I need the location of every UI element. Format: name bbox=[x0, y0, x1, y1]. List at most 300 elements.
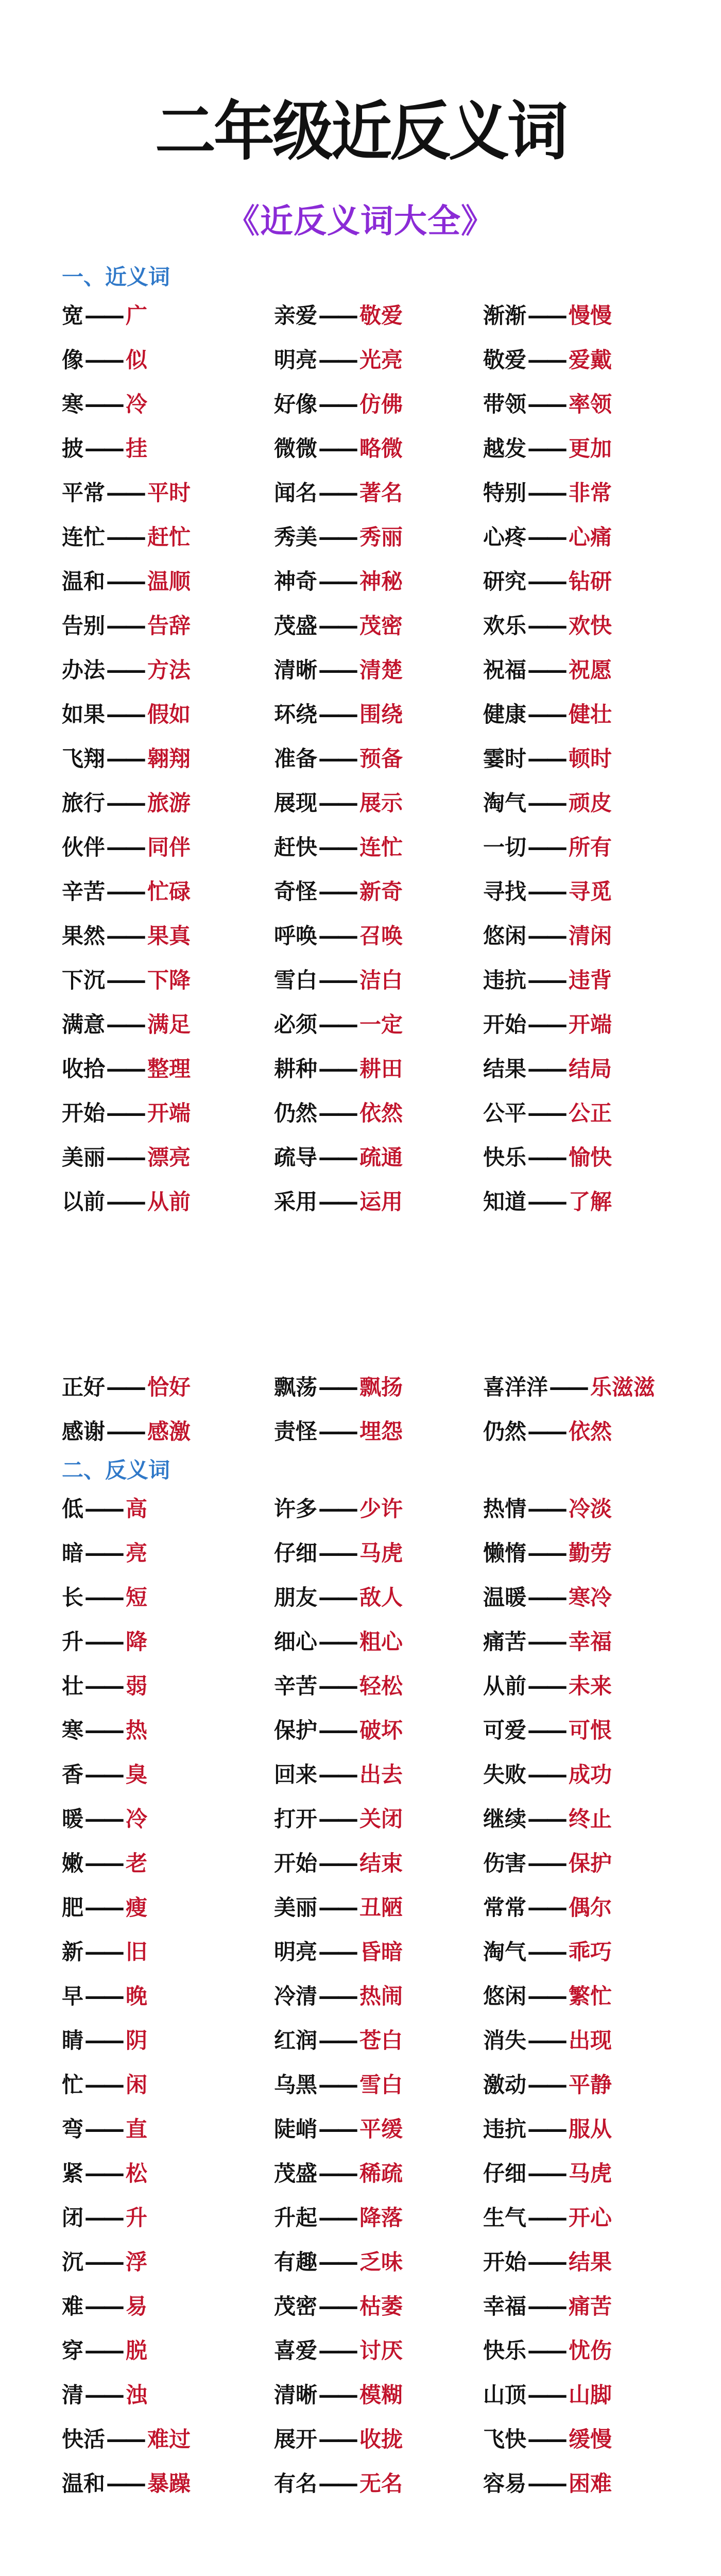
word-pair bbox=[62, 1575, 147, 1620]
dash-separator: —— bbox=[527, 392, 565, 417]
word-pair bbox=[62, 825, 191, 870]
word-pair bbox=[274, 1136, 403, 1180]
dash-separator: —— bbox=[527, 702, 565, 727]
word: 美丽 bbox=[62, 1145, 106, 1170]
page-subtitle: 《近反义词大全》 bbox=[227, 202, 494, 241]
word: 壮 bbox=[62, 1673, 84, 1699]
word-pair-row bbox=[62, 1708, 680, 1753]
word-pair bbox=[62, 338, 147, 382]
paired-word: 亮 bbox=[126, 1540, 148, 1566]
word: 闭 bbox=[62, 2205, 84, 2230]
word-pair bbox=[483, 1047, 612, 1091]
word-pair bbox=[483, 1620, 612, 1664]
word: 以前 bbox=[62, 1189, 106, 1214]
dash-separator: —— bbox=[84, 2205, 122, 2230]
word-pair-row bbox=[62, 958, 680, 1003]
dash-separator: —— bbox=[527, 1189, 565, 1214]
dash-separator: —— bbox=[318, 1806, 356, 1832]
paired-word: 直 bbox=[126, 2116, 148, 2142]
word-pair bbox=[62, 781, 191, 825]
word-pair bbox=[274, 1047, 403, 1091]
dash-separator: —— bbox=[527, 2294, 565, 2319]
word-pair bbox=[62, 1003, 191, 1047]
word-pair-row bbox=[62, 1003, 680, 1047]
paired-word: 模糊 bbox=[359, 2382, 403, 2408]
dash-separator: —— bbox=[318, 923, 356, 948]
dash-separator: —— bbox=[106, 790, 144, 816]
word-pair bbox=[274, 427, 403, 471]
word-pair bbox=[274, 2107, 403, 2151]
word: 飞快 bbox=[483, 2427, 527, 2452]
word: 像 bbox=[62, 347, 84, 372]
word-pair bbox=[274, 1708, 403, 1753]
paired-word: 旅游 bbox=[147, 790, 191, 816]
word-pair bbox=[274, 825, 403, 870]
paired-word: 飘扬 bbox=[359, 1375, 403, 1400]
word-pair bbox=[483, 1797, 612, 1841]
paired-word: 出现 bbox=[569, 2028, 612, 2053]
dash-separator: —— bbox=[84, 1585, 122, 1610]
word-pair bbox=[62, 1136, 191, 1180]
word: 淘气 bbox=[483, 1939, 527, 1964]
word-pair-row bbox=[62, 1797, 680, 1841]
paired-word: 暴躁 bbox=[147, 2471, 191, 2496]
paired-word: 所有 bbox=[569, 835, 612, 860]
word-pair bbox=[274, 1930, 403, 1974]
word: 嫩 bbox=[62, 1851, 84, 1876]
dash-separator: —— bbox=[527, 1895, 565, 1920]
paired-word: 枯萎 bbox=[359, 2294, 403, 2319]
dash-separator: —— bbox=[527, 1419, 565, 1444]
dash-separator: —— bbox=[318, 524, 356, 550]
dash-separator: —— bbox=[527, 2338, 565, 2363]
dash-separator: —— bbox=[84, 1629, 122, 1654]
word-pair bbox=[483, 781, 612, 825]
word: 快活 bbox=[62, 2427, 106, 2452]
word: 温暖 bbox=[483, 1585, 527, 1610]
dash-separator: —— bbox=[318, 2072, 356, 2097]
word: 长 bbox=[62, 1585, 84, 1610]
word: 好像 bbox=[274, 392, 318, 417]
paired-word: 健壮 bbox=[569, 702, 612, 727]
dash-separator: —— bbox=[527, 2161, 565, 2186]
paired-word: 轻松 bbox=[359, 1673, 403, 1699]
section-heading-synonyms: 一、近义词 bbox=[62, 264, 170, 290]
paired-word: 苍白 bbox=[359, 2028, 403, 2053]
dash-separator: —— bbox=[84, 1718, 122, 1743]
word: 朋友 bbox=[274, 1585, 318, 1610]
word: 悠闲 bbox=[483, 923, 527, 948]
word-pair bbox=[483, 648, 612, 692]
paired-word: 假如 bbox=[147, 702, 191, 727]
dash-separator: —— bbox=[527, 2427, 565, 2452]
dash-separator: —— bbox=[318, 2338, 356, 2363]
dash-separator: —— bbox=[527, 436, 565, 461]
dash-separator: —— bbox=[318, 2382, 356, 2408]
dash-separator: —— bbox=[318, 1375, 356, 1400]
dash-separator: —— bbox=[527, 1673, 565, 1699]
dash-separator: —— bbox=[527, 923, 565, 948]
word-pair bbox=[62, 1797, 147, 1841]
word-pair bbox=[483, 1136, 612, 1180]
paired-word: 松 bbox=[126, 2161, 148, 2186]
dash-separator: —— bbox=[84, 1762, 122, 1787]
word-pair bbox=[274, 2329, 403, 2373]
word-pair bbox=[62, 1410, 191, 1454]
dash-separator: —— bbox=[527, 1629, 565, 1654]
word-pair bbox=[274, 382, 403, 427]
paired-word: 老 bbox=[126, 1851, 148, 1876]
word-pair-row bbox=[62, 1091, 680, 1136]
word-pair bbox=[274, 2373, 403, 2417]
paired-word: 钻研 bbox=[569, 569, 612, 594]
word-pair-row bbox=[62, 781, 680, 825]
paired-word: 结局 bbox=[569, 1056, 612, 1081]
word-pair-row bbox=[62, 2019, 680, 2063]
paired-word: 违背 bbox=[569, 968, 612, 993]
paired-word: 忧伤 bbox=[569, 2338, 612, 2363]
word: 容易 bbox=[483, 2471, 527, 2496]
word: 寒 bbox=[62, 1718, 84, 1743]
paired-word: 慢慢 bbox=[569, 303, 612, 328]
word: 下沉 bbox=[62, 968, 106, 993]
paired-word: 展示 bbox=[359, 790, 403, 816]
dash-separator: —— bbox=[318, 303, 356, 328]
word-pair bbox=[62, 2240, 147, 2284]
word: 保护 bbox=[274, 1718, 318, 1743]
word-pair bbox=[274, 781, 403, 825]
dash-separator: —— bbox=[318, 2028, 356, 2053]
word-pair bbox=[274, 737, 403, 781]
word-pair-row bbox=[62, 338, 680, 382]
paired-word: 未来 bbox=[569, 1673, 612, 1699]
word-pair-row bbox=[62, 1365, 680, 1410]
paired-word: 脱 bbox=[126, 2338, 148, 2363]
word-pair bbox=[483, 1841, 612, 1886]
paired-word: 告辞 bbox=[147, 613, 191, 638]
word-pair bbox=[62, 2063, 147, 2107]
word: 越发 bbox=[483, 436, 527, 461]
dash-separator: —— bbox=[318, 1189, 356, 1214]
word: 许多 bbox=[274, 1496, 318, 1521]
word: 升起 bbox=[274, 2205, 318, 2230]
dash-separator: —— bbox=[106, 835, 144, 860]
word-pair bbox=[483, 1410, 612, 1454]
word-pair-row bbox=[62, 471, 680, 515]
dash-separator: —— bbox=[318, 2205, 356, 2230]
word: 结果 bbox=[483, 1056, 527, 1081]
dash-separator: —— bbox=[106, 968, 144, 993]
dash-separator: —— bbox=[527, 879, 565, 904]
word: 公平 bbox=[483, 1100, 527, 1126]
word: 细心 bbox=[274, 1629, 318, 1654]
word-pair-row bbox=[62, 1974, 680, 2019]
word: 生气 bbox=[483, 2205, 527, 2230]
word: 雪白 bbox=[274, 968, 318, 993]
paired-word: 山脚 bbox=[569, 2382, 612, 2408]
word: 果然 bbox=[62, 923, 106, 948]
word-pair bbox=[483, 2329, 612, 2373]
word-pair-row bbox=[62, 2196, 680, 2240]
word: 开始 bbox=[62, 1100, 106, 1126]
word: 仔细 bbox=[274, 1540, 318, 1566]
word: 呼唤 bbox=[274, 923, 318, 948]
word-pair bbox=[274, 1487, 403, 1531]
dash-separator: —— bbox=[84, 1806, 122, 1832]
word: 可爱 bbox=[483, 1718, 527, 1743]
word-pair-row bbox=[62, 648, 680, 692]
word: 清 bbox=[62, 2382, 84, 2408]
dash-separator: —— bbox=[318, 1496, 356, 1521]
word: 暖 bbox=[62, 1806, 84, 1832]
word: 闻名 bbox=[274, 480, 318, 505]
word-pair bbox=[483, 560, 612, 604]
dash-separator: —— bbox=[318, 1718, 356, 1743]
word: 打开 bbox=[274, 1806, 318, 1832]
paired-word: 热 bbox=[126, 1718, 148, 1743]
paired-word: 开端 bbox=[147, 1100, 191, 1126]
word-pair-row bbox=[62, 2284, 680, 2329]
dash-separator: —— bbox=[84, 2028, 122, 2053]
word-pair bbox=[483, 737, 612, 781]
word-pair bbox=[483, 1531, 612, 1575]
paired-word: 冷 bbox=[126, 392, 148, 417]
word-pair bbox=[62, 2107, 147, 2151]
dash-separator: —— bbox=[84, 436, 122, 461]
word-pair bbox=[274, 1365, 403, 1410]
word: 温和 bbox=[62, 569, 106, 594]
word-pair-row bbox=[62, 2373, 680, 2417]
paired-word: 下降 bbox=[147, 968, 191, 993]
word: 升 bbox=[62, 1629, 84, 1654]
dash-separator: —— bbox=[106, 569, 144, 594]
dash-separator: —— bbox=[527, 1145, 565, 1170]
word-pair-row bbox=[62, 1575, 680, 1620]
dash-separator: —— bbox=[318, 1851, 356, 1876]
dash-separator: —— bbox=[527, 2382, 565, 2408]
word: 仍然 bbox=[274, 1100, 318, 1126]
word-pair-row bbox=[62, 1487, 680, 1531]
paired-word: 臭 bbox=[126, 1762, 148, 1787]
word-pair bbox=[483, 2240, 612, 2284]
word: 快乐 bbox=[483, 2338, 527, 2363]
word-pair bbox=[274, 471, 403, 515]
dash-separator: —— bbox=[84, 1540, 122, 1566]
dash-separator: —— bbox=[84, 1496, 122, 1521]
paired-word: 依然 bbox=[359, 1100, 403, 1126]
word-pair bbox=[483, 914, 612, 958]
word: 快乐 bbox=[483, 1145, 527, 1170]
paired-word: 光亮 bbox=[359, 347, 403, 372]
dash-separator: —— bbox=[84, 2338, 122, 2363]
dash-separator: —— bbox=[84, 2249, 122, 2275]
word: 继续 bbox=[483, 1806, 527, 1832]
word-pair bbox=[62, 1620, 147, 1664]
word-pair bbox=[483, 2284, 612, 2329]
paired-word: 翱翔 bbox=[147, 746, 191, 771]
paired-word: 欢快 bbox=[569, 613, 612, 638]
word-pair-row bbox=[62, 737, 680, 781]
word: 回来 bbox=[274, 1762, 318, 1787]
word: 激动 bbox=[483, 2072, 527, 2097]
paired-word: 出去 bbox=[359, 1762, 403, 1787]
dash-separator: —— bbox=[318, 1540, 356, 1566]
dash-separator: —— bbox=[527, 2072, 565, 2097]
word-pair bbox=[274, 1620, 403, 1664]
word-pair bbox=[62, 2284, 147, 2329]
word-pair bbox=[62, 294, 147, 338]
word-pair-row bbox=[62, 1531, 680, 1575]
paired-word: 从前 bbox=[147, 1189, 191, 1214]
paired-word: 丑陋 bbox=[359, 1895, 403, 1920]
paired-word: 茂密 bbox=[359, 613, 403, 638]
paired-word: 关闭 bbox=[359, 1806, 403, 1832]
word-pair bbox=[483, 338, 612, 382]
word: 准备 bbox=[274, 746, 318, 771]
word: 亲爱 bbox=[274, 303, 318, 328]
word-pair bbox=[62, 692, 191, 737]
word-pair bbox=[483, 2107, 612, 2151]
word-pair bbox=[274, 2196, 403, 2240]
word: 温和 bbox=[62, 2471, 106, 2496]
paired-word: 昏暗 bbox=[359, 1939, 403, 1964]
word: 研究 bbox=[483, 569, 527, 594]
dash-separator: —— bbox=[527, 1939, 565, 1964]
paired-word: 满足 bbox=[147, 1012, 191, 1037]
paired-word: 易 bbox=[126, 2294, 148, 2319]
dash-separator: —— bbox=[318, 1629, 356, 1654]
dash-separator: —— bbox=[527, 1056, 565, 1081]
paired-word: 开心 bbox=[569, 2205, 612, 2230]
dash-separator: —— bbox=[527, 657, 565, 683]
word-pair bbox=[62, 870, 191, 914]
dash-separator: —— bbox=[84, 1939, 122, 1964]
word-pair bbox=[483, 2417, 612, 2462]
paired-word: 收拢 bbox=[359, 2427, 403, 2452]
word: 陡峭 bbox=[274, 2116, 318, 2142]
paired-word: 平缓 bbox=[359, 2116, 403, 2142]
word-pair bbox=[274, 1841, 403, 1886]
word: 展现 bbox=[274, 790, 318, 816]
dash-separator: —— bbox=[318, 569, 356, 594]
dash-separator: —— bbox=[84, 392, 122, 417]
word: 悠闲 bbox=[483, 1984, 527, 2009]
paired-word: 成功 bbox=[569, 1762, 612, 1787]
paired-word: 稀疏 bbox=[359, 2161, 403, 2186]
word-pair bbox=[62, 1664, 147, 1708]
dash-separator: —— bbox=[527, 968, 565, 993]
paired-word: 痛苦 bbox=[569, 2294, 612, 2319]
paired-word: 困难 bbox=[569, 2471, 612, 2496]
paired-word: 终止 bbox=[569, 1806, 612, 1832]
word: 感谢 bbox=[62, 1419, 106, 1444]
word-pair-row bbox=[62, 604, 680, 648]
dash-separator: —— bbox=[84, 2294, 122, 2319]
word-pair bbox=[62, 1091, 191, 1136]
dash-separator: —— bbox=[318, 657, 356, 683]
word: 知道 bbox=[483, 1189, 527, 1214]
word-pair bbox=[274, 1180, 403, 1224]
dash-separator: —— bbox=[318, 2427, 356, 2452]
word: 健康 bbox=[483, 702, 527, 727]
paired-word: 热闹 bbox=[359, 1984, 403, 2009]
paired-word: 洁白 bbox=[359, 968, 403, 993]
paired-word: 晚 bbox=[126, 1984, 148, 2009]
paired-word: 高 bbox=[126, 1496, 148, 1521]
synonym-list-extra bbox=[62, 1365, 680, 1454]
word-pair bbox=[274, 692, 403, 737]
dash-separator: —— bbox=[318, 613, 356, 638]
dash-separator: —— bbox=[106, 1012, 144, 1037]
dash-separator: —— bbox=[318, 879, 356, 904]
word-pair bbox=[483, 2196, 612, 2240]
word: 山顶 bbox=[483, 2382, 527, 2408]
paired-word: 可恨 bbox=[569, 1718, 612, 1743]
word-pair bbox=[483, 1575, 612, 1620]
word-pair bbox=[483, 1091, 612, 1136]
word-pair bbox=[274, 1664, 403, 1708]
dash-separator: —— bbox=[106, 524, 144, 550]
word-pair-row bbox=[62, 1886, 680, 1930]
word-pair bbox=[62, 914, 191, 958]
word-pair bbox=[62, 1487, 147, 1531]
word: 喜爱 bbox=[274, 2338, 318, 2363]
word: 渐渐 bbox=[483, 303, 527, 328]
word: 心疼 bbox=[483, 524, 527, 550]
dash-separator: —— bbox=[527, 524, 565, 550]
word: 幸福 bbox=[483, 2294, 527, 2319]
word-pair bbox=[483, 1487, 612, 1531]
word-pair bbox=[274, 2063, 403, 2107]
word: 环绕 bbox=[274, 702, 318, 727]
word: 一切 bbox=[483, 835, 527, 860]
word: 茂盛 bbox=[274, 613, 318, 638]
word-pair-row bbox=[62, 1753, 680, 1797]
word: 仔细 bbox=[483, 2161, 527, 2186]
dash-separator: —— bbox=[318, 2249, 356, 2275]
dash-separator: —— bbox=[318, 968, 356, 993]
word-pair bbox=[62, 604, 191, 648]
word: 有名 bbox=[274, 2471, 318, 2496]
word: 低 bbox=[62, 1496, 84, 1521]
word-pair-row bbox=[62, 2329, 680, 2373]
paired-word: 召唤 bbox=[359, 923, 403, 948]
paired-word: 恰好 bbox=[147, 1375, 191, 1400]
word-pair-row bbox=[62, 1180, 680, 1224]
dash-separator: —— bbox=[318, 2116, 356, 2142]
dash-separator: —— bbox=[84, 2382, 122, 2408]
word: 飞翔 bbox=[62, 746, 106, 771]
word-pair bbox=[274, 1797, 403, 1841]
word-pair-row bbox=[62, 1930, 680, 1974]
word-pair bbox=[62, 2019, 147, 2063]
word-pair-row bbox=[62, 294, 680, 338]
word: 消失 bbox=[483, 2028, 527, 2053]
word: 清晰 bbox=[274, 2382, 318, 2408]
dash-separator: —— bbox=[527, 1806, 565, 1832]
word-pair-row bbox=[62, 1620, 680, 1664]
word-pair bbox=[483, 604, 612, 648]
word-pair-row bbox=[62, 382, 680, 427]
dash-separator: —— bbox=[84, 1984, 122, 2009]
word-pair bbox=[274, 294, 403, 338]
paired-word: 新奇 bbox=[359, 879, 403, 904]
paired-word: 破坏 bbox=[359, 1718, 403, 1743]
dash-separator: —— bbox=[527, 2249, 565, 2275]
word-pair bbox=[62, 1365, 191, 1410]
word: 神奇 bbox=[274, 569, 318, 594]
word: 违抗 bbox=[483, 968, 527, 993]
